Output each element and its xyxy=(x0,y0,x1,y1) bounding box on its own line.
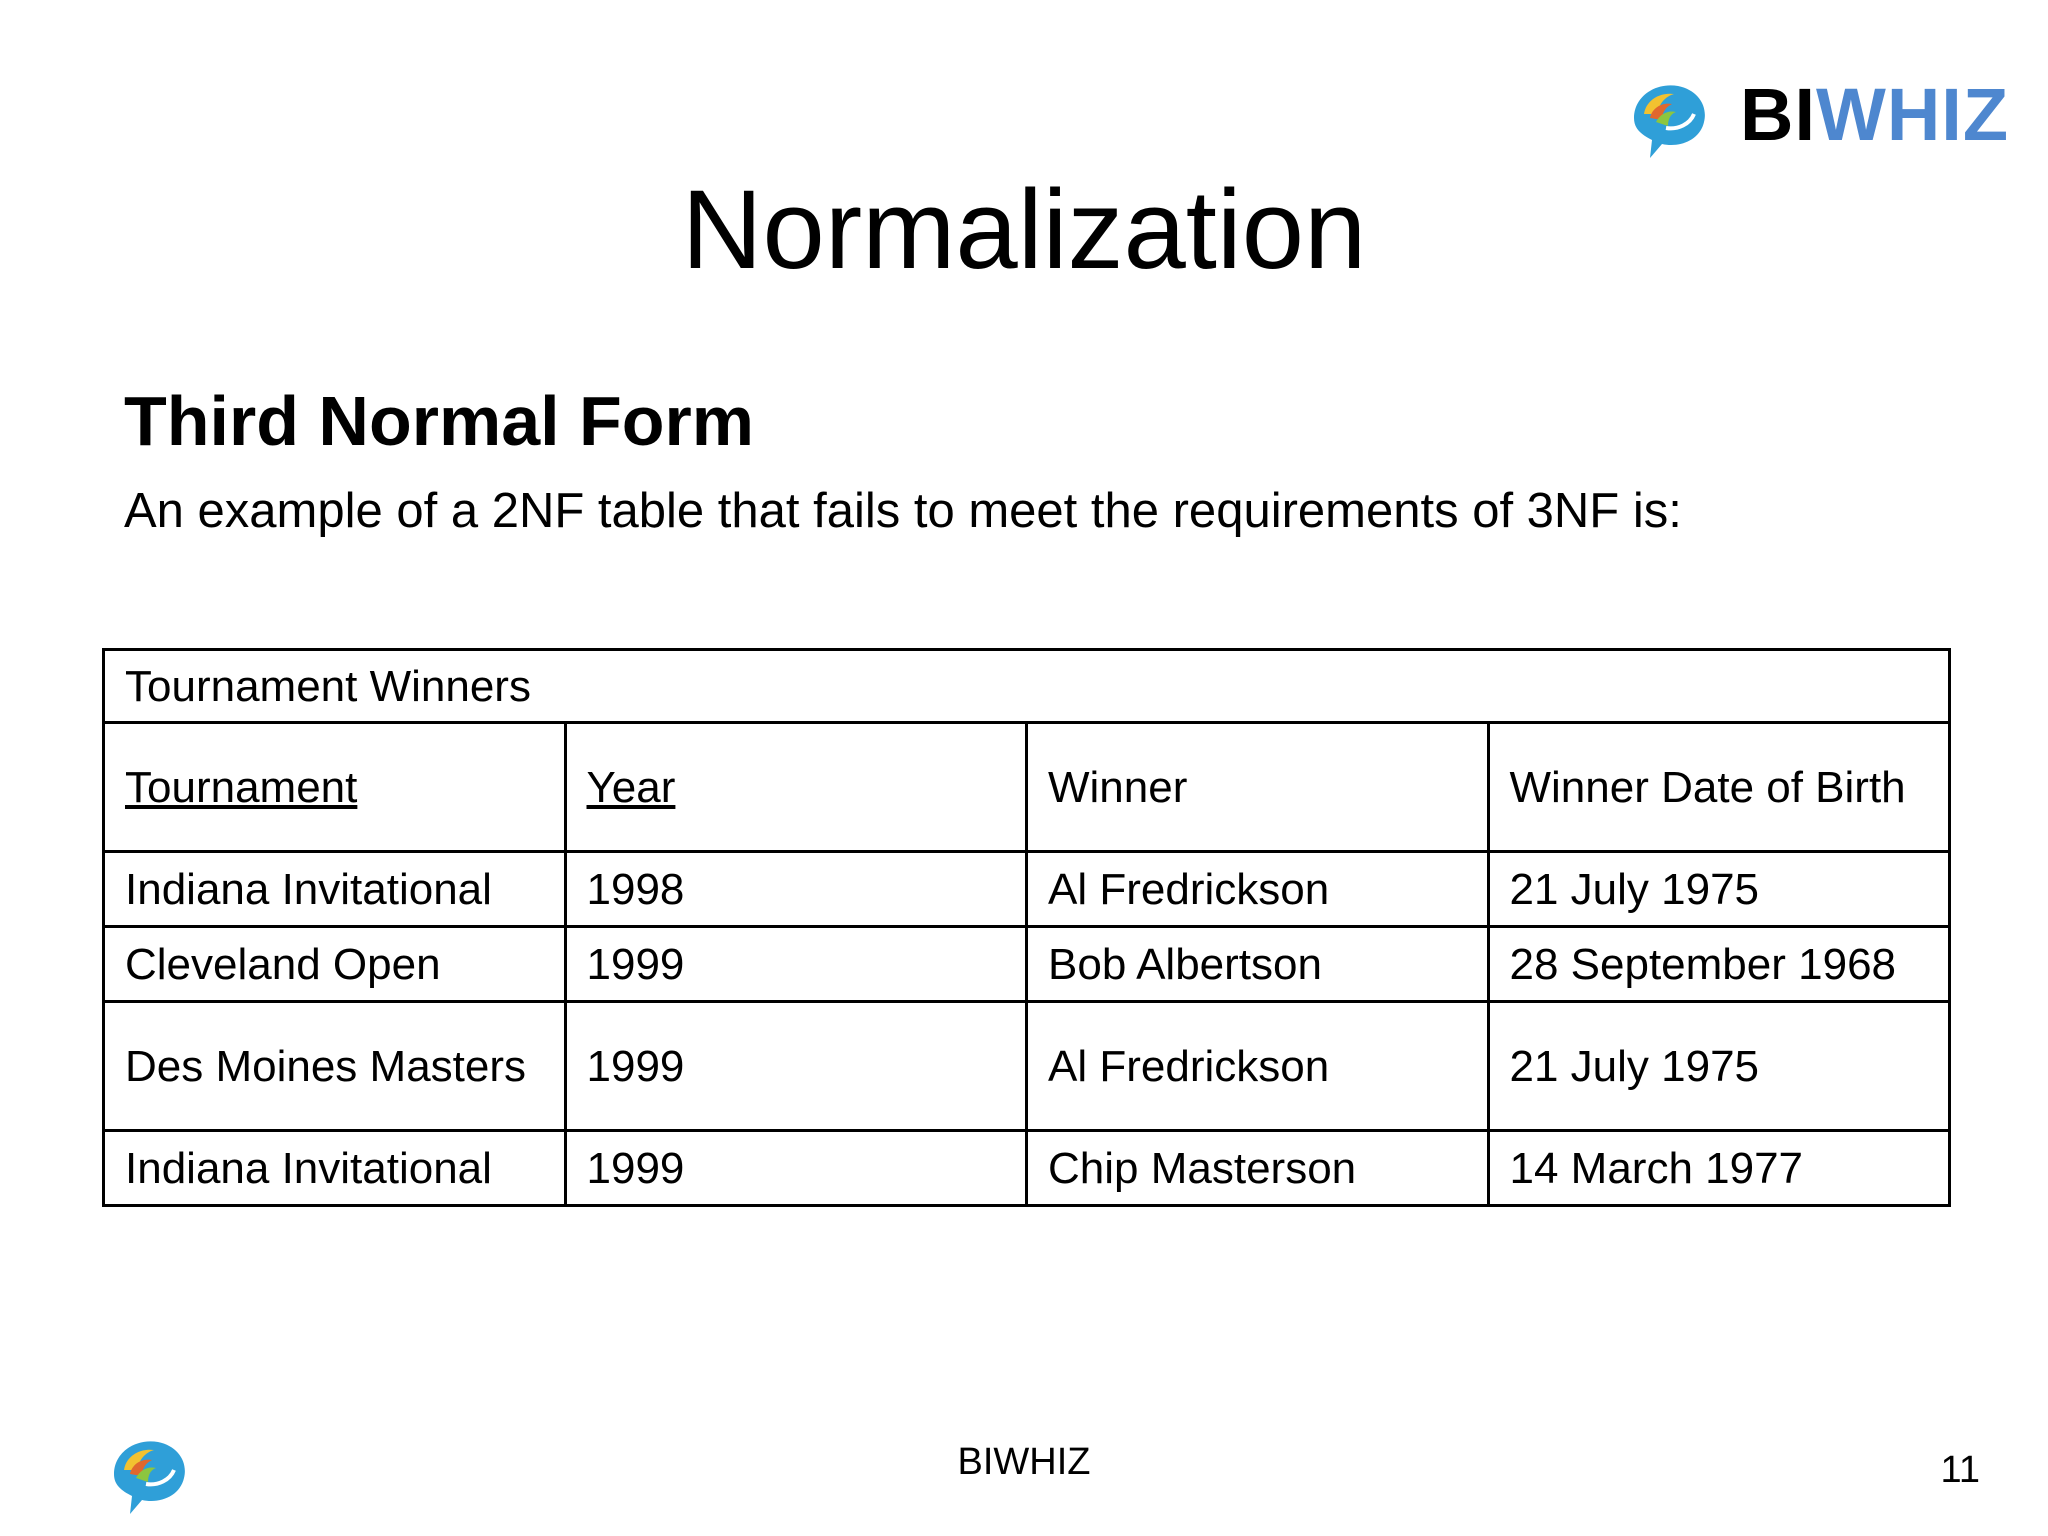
tournament-winners-table xyxy=(102,648,1951,1207)
table-row xyxy=(104,927,1950,1002)
column-header-label: Year xyxy=(586,762,676,812)
column-header-year xyxy=(565,723,1027,852)
table-cell: 14 March 1977 xyxy=(1488,1131,1950,1206)
table-cell: 1999 xyxy=(565,1002,1027,1131)
table-header-row xyxy=(104,723,1950,852)
table-cell: 1999 xyxy=(565,927,1027,1002)
table-caption: Tournament Winners xyxy=(104,650,1950,723)
brand-wordmark xyxy=(1740,70,2009,160)
table-cell: Al Fredrickson xyxy=(1027,1002,1489,1131)
table-cell: Cleveland Open xyxy=(104,927,566,1002)
intro-text: An example of a 2NF table that fails to meet the requirements of 3NF is: xyxy=(124,484,1682,538)
column-header-winner: Winner xyxy=(1027,723,1489,852)
page-number: 11 xyxy=(1940,1449,1980,1491)
table-cell: 28 September 1968 xyxy=(1488,927,1950,1002)
table-cell: 21 July 1975 xyxy=(1488,852,1950,927)
brand-name-part1: BI xyxy=(1740,73,1816,156)
table-row xyxy=(104,852,1950,927)
table-row xyxy=(104,1002,1950,1131)
brand-name-part2: WHIZ xyxy=(1816,73,2010,156)
table-cell: Chip Masterson xyxy=(1027,1131,1489,1206)
table-cell: 21 July 1975 xyxy=(1488,1002,1950,1131)
table-cell: Des Moines Masters xyxy=(104,1002,566,1131)
brand-header xyxy=(1620,68,2010,168)
slide-title: Normalization xyxy=(681,167,1367,292)
slide-subtitle: Third Normal Form xyxy=(124,382,755,460)
column-header-winner-dob: Winner Date of Birth xyxy=(1488,723,1950,852)
table-row xyxy=(104,1131,1950,1206)
table-cell: 1999 xyxy=(565,1131,1027,1206)
table-cell: Bob Albertson xyxy=(1027,927,1489,1002)
footer-brand-text: BIWHIZ xyxy=(957,1441,1091,1483)
table-cell: Al Fredrickson xyxy=(1027,852,1489,927)
table-caption-row xyxy=(104,650,1950,723)
column-header-tournament xyxy=(104,723,566,852)
table-cell: 1998 xyxy=(565,852,1027,927)
table-cell: Indiana Invitational xyxy=(104,852,566,927)
column-header-label: Tournament xyxy=(125,762,358,812)
biwhiz-logo-icon xyxy=(1620,74,1712,162)
table-cell: Indiana Invitational xyxy=(104,1131,566,1206)
